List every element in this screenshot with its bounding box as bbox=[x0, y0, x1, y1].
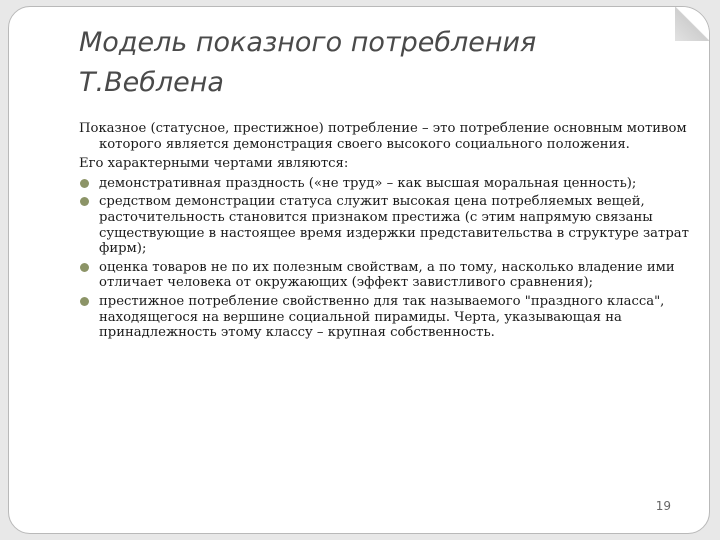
page-number: 19 bbox=[655, 499, 671, 513]
list-item bbox=[79, 260, 689, 291]
bullet-icon bbox=[80, 197, 89, 206]
features-intro: Его характерными чертами являются: bbox=[79, 156, 349, 172]
features-list bbox=[79, 176, 689, 341]
list-item bbox=[79, 294, 689, 341]
slide-body bbox=[79, 121, 689, 344]
list-item-text: демонстративная праздность («не труд» – как высшая моральная ценность); bbox=[99, 175, 637, 191]
list-item-text: оценка товаров не по их полезным свойствам, а по тому, насколько владение ими отличает человека от окружающих (эффект завистливого сравнения); bbox=[99, 259, 675, 291]
bullet-icon bbox=[80, 263, 89, 272]
list-item-text: средством демонстрации статуса служит высокая цена потребляемых вещей, расточительность становится признаком престижа (с этим напрямую связаны существующие в настоящее время издержки представительства в структуре затрат фирм); bbox=[99, 194, 689, 257]
definition-paragraph: Показное (статусное, престижное) потребление – это потребление основным мотивом которого является демонстрация своего высокого социального положения. bbox=[79, 121, 687, 152]
list-item bbox=[79, 194, 689, 256]
slide bbox=[8, 6, 710, 534]
list-item bbox=[79, 176, 689, 192]
bullet-icon bbox=[80, 179, 89, 188]
bullet-icon bbox=[80, 297, 89, 306]
page-corner-fold bbox=[675, 7, 709, 41]
slide-title: Модель показного потребления Т.Веблена bbox=[79, 27, 537, 98]
list-item-text: престижное потребление свойственно для так называемого "праздного класса", находящегося на вершине социальной пирамиды. Черта, указывающая на принадлежность этому классу – крупная собственность. bbox=[99, 293, 665, 341]
